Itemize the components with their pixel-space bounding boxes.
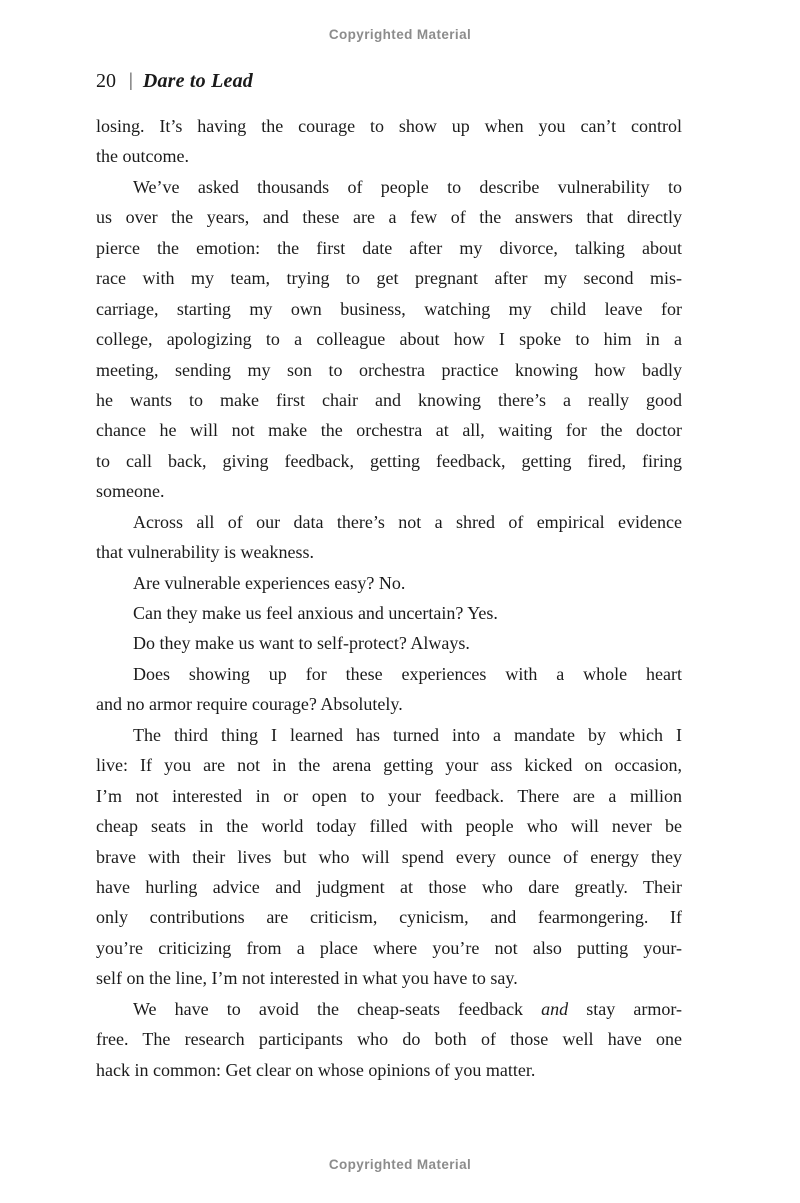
paragraph xyxy=(96,111,682,172)
text-line: Do they make us want to self-protect? Always. xyxy=(133,633,470,654)
text-line: the outcome. xyxy=(96,146,189,167)
text-line: brave with their lives but who will spend every ounce of energy they xyxy=(96,846,682,867)
paragraph xyxy=(96,598,682,628)
text-line: Can they make us feel anxious and uncertain? Yes. xyxy=(133,603,498,623)
text-line: that vulnerability is weakness. xyxy=(96,542,314,563)
text-line: Across all of our data there’s not a shred of empirical evidence xyxy=(133,511,682,532)
running-header xyxy=(96,70,253,93)
paragraph xyxy=(96,659,682,720)
paragraph xyxy=(96,628,682,658)
text-line: losing. It’s having the courage to show up when you can’t control xyxy=(96,116,682,136)
body-text xyxy=(96,111,682,1085)
text-line: free. The research participants who do both of those well have one xyxy=(96,1029,682,1050)
text-line: I’m not interested in or open to your feedback. There are a million xyxy=(96,785,682,806)
text-line: he wants to make first chair and knowing there’s a really good xyxy=(96,389,682,410)
text-line: college, apologizing to a colleague about how I spoke to him in a xyxy=(96,329,682,350)
text-line: live: If you are not in the arena getting your ass kicked on occasion, xyxy=(96,755,682,776)
text-line: carriage, starting my own business, watching my child leave for xyxy=(96,298,682,319)
text-line: us over the years, and these are a few of the answers that directly xyxy=(96,207,682,228)
page-number: 20 xyxy=(96,70,116,92)
book-title: Dare to Lead xyxy=(142,70,253,92)
text-line: cheap seats in the world today filled with people who will never be xyxy=(96,816,682,837)
text-line: self on the line, I’m not interested in what you have to say. xyxy=(96,968,518,989)
paragraph xyxy=(96,994,682,1085)
text-line: you’re criticizing from a place where you’re not also putting your- xyxy=(96,937,682,958)
header-divider: | xyxy=(129,70,133,91)
text-line: someone. xyxy=(96,481,165,502)
text-line: hack in common: Get clear on whose opinions of you matter. xyxy=(96,1059,536,1080)
text-line: have hurling advice and judgment at those who dare greatly. Their xyxy=(96,876,682,897)
copyright-notice-bottom: Copyrighted Material xyxy=(328,1157,472,1172)
text-line: pierce the emotion: the first date after my divorce, talking about xyxy=(96,237,682,258)
text-line: The third thing I learned has turned into a mandate by which I xyxy=(133,724,682,745)
copyright-notice-top: Copyrighted Material xyxy=(328,27,472,42)
text-line: and no armor require courage? Absolutely. xyxy=(96,694,403,715)
text-line: race with my team, trying to get pregnant after my second mis- xyxy=(96,268,682,289)
text-line: chance he will not make the orchestra at all, waiting for the doctor xyxy=(96,420,682,441)
text-line: We have to avoid the cheap-seats feedback and stay armor- xyxy=(133,998,682,1019)
text-line: Are vulnerable experiences easy? No. xyxy=(133,572,406,593)
text-line: only contributions are criticism, cynicism, and fearmongering. If xyxy=(96,907,682,928)
text-line: meeting, sending my son to orchestra practice knowing how badly xyxy=(96,359,682,380)
paragraph xyxy=(96,568,682,598)
paragraph xyxy=(96,720,682,994)
text-line: to call back, giving feedback, getting feedback, getting fired, firing xyxy=(96,450,682,471)
text-line: Does showing up for these experiences with a whole heart xyxy=(133,663,682,684)
paragraph xyxy=(96,507,682,568)
paragraph xyxy=(96,172,682,507)
text-line: We’ve asked thousands of people to describe vulnerability to xyxy=(133,176,682,197)
